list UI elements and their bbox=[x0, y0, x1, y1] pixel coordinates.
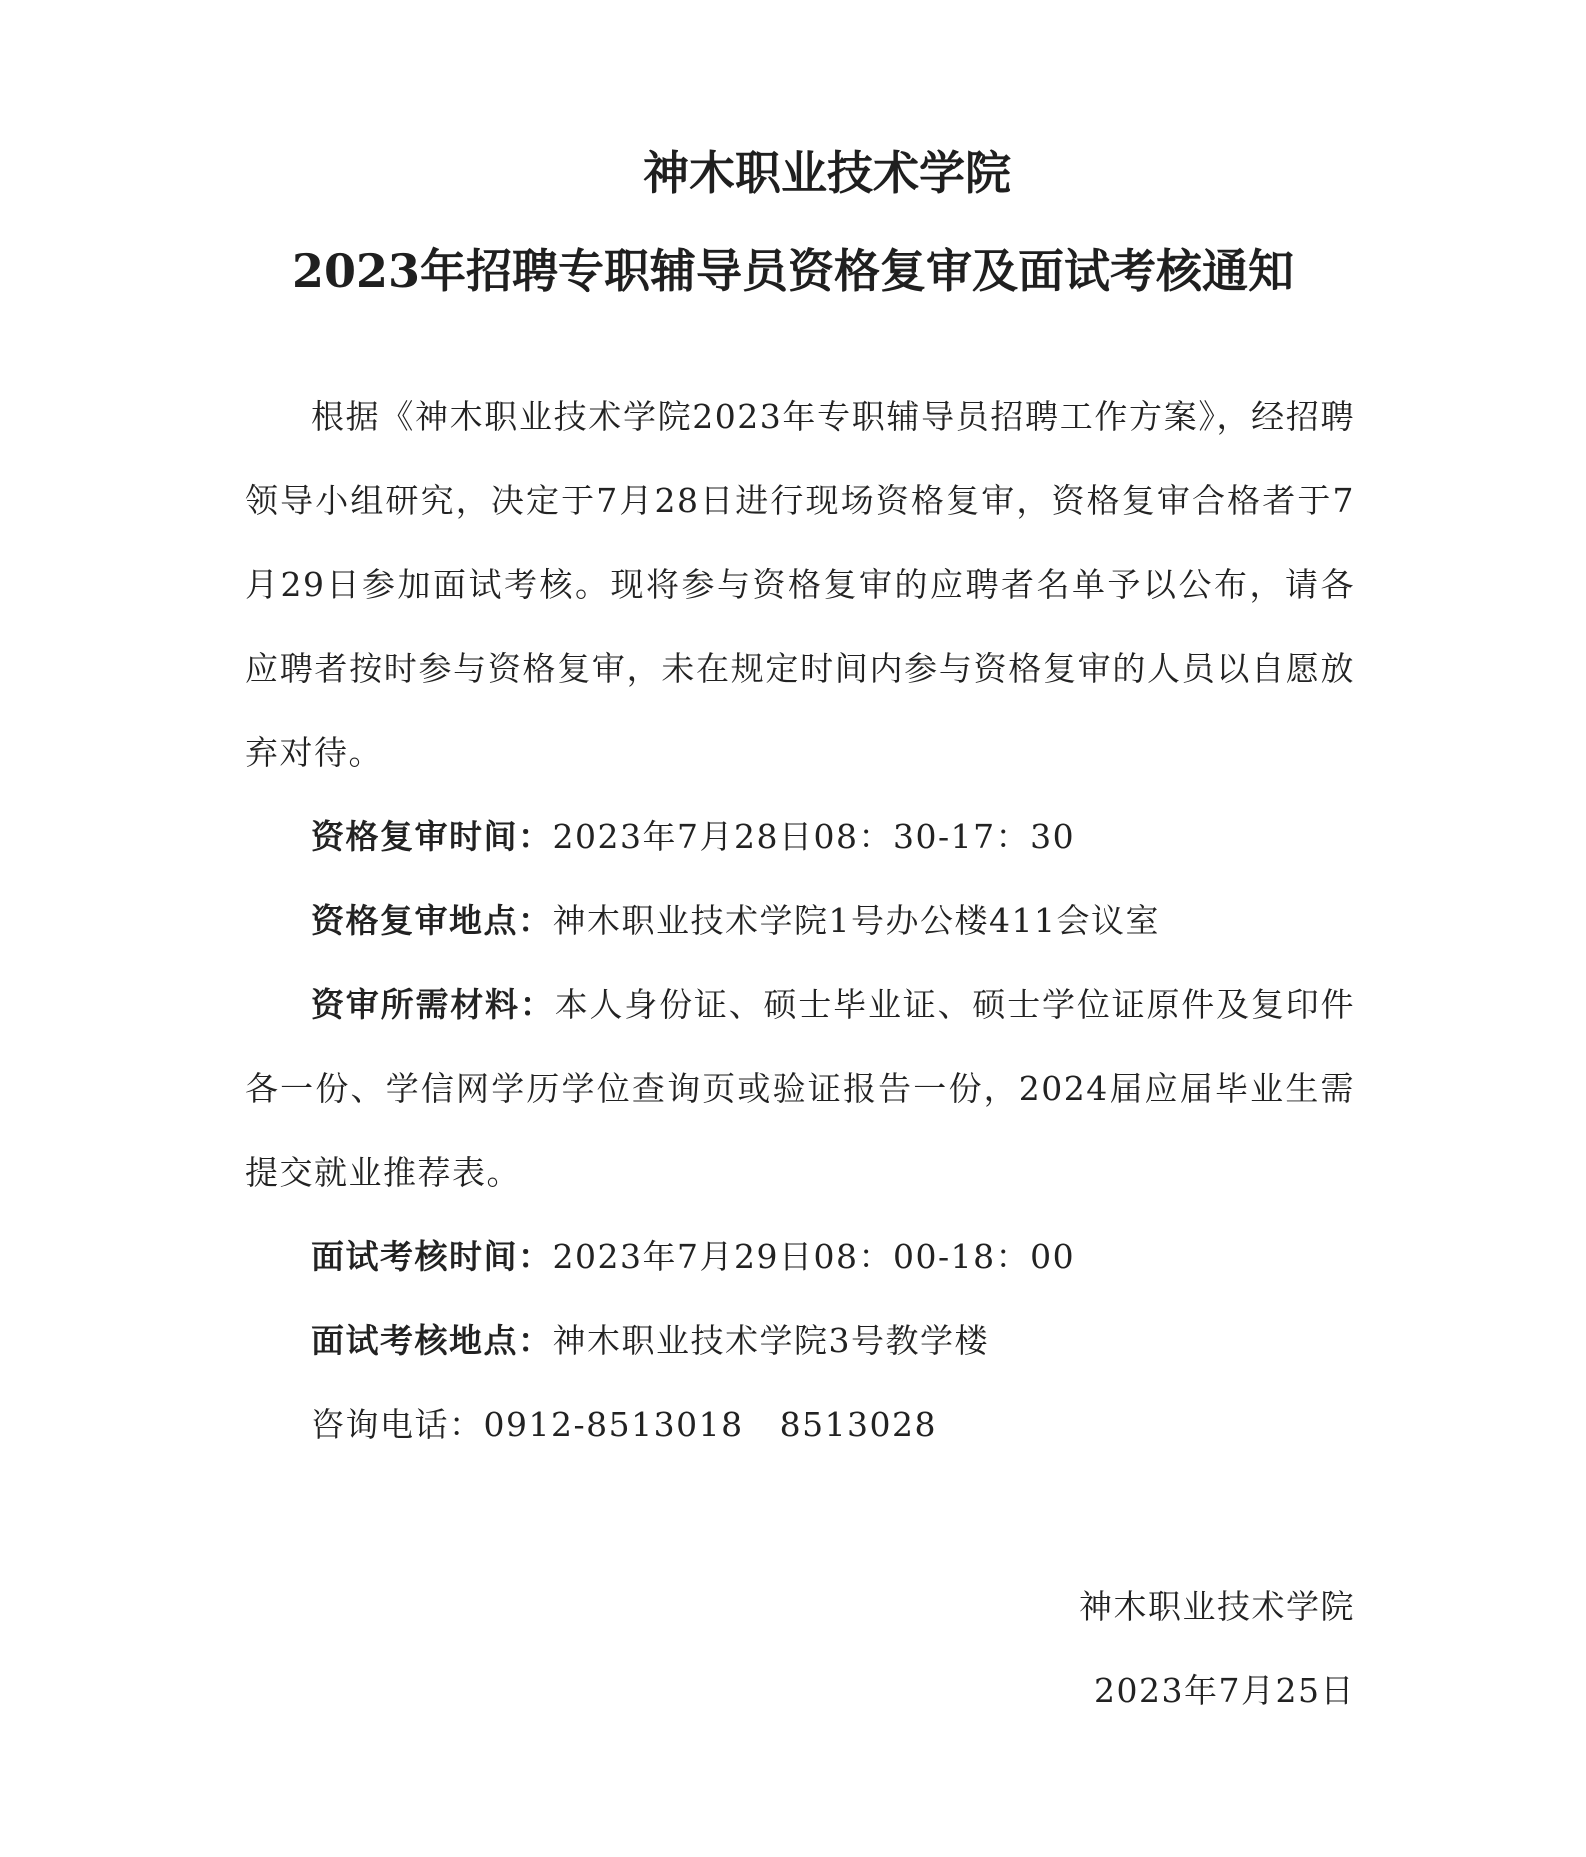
review-materials-line bbox=[245, 963, 1355, 1215]
title-line-notice: 2023年招聘专职辅导员资格复审及面试考核通知 bbox=[291, 244, 1295, 298]
document-title bbox=[0, 146, 1586, 298]
review-materials-label: 资审所需材料： bbox=[311, 985, 555, 1024]
signature-org: 神木职业技术学院 bbox=[1079, 1587, 1355, 1626]
interview-place-value: 神木职业技术学院3号教学楼 bbox=[552, 1321, 989, 1360]
interview-time-value: 2023年7月29日08：00-18：00 bbox=[552, 1237, 1076, 1276]
title-line-institution: 神木职业技术学院 bbox=[643, 146, 1011, 200]
interview-place-label: 面试考核地点： bbox=[311, 1321, 553, 1360]
signature-date: 2023年7月25日 bbox=[1094, 1671, 1355, 1710]
interview-place-line bbox=[245, 1299, 1355, 1383]
review-time-value: 2023年7月28日08：30-17：30 bbox=[552, 817, 1076, 856]
review-place-line bbox=[245, 879, 1355, 963]
document-body bbox=[245, 375, 1355, 1467]
signature-block bbox=[1079, 1565, 1355, 1733]
review-place-label: 资格复审地点： bbox=[311, 901, 553, 940]
intro-paragraph: 根据《神木职业技术学院2023年专职辅导员招聘工作方案》，经招聘领导小组研究，决定于7月28日进行现场资格复审，资格复审合格者于7月29日参加面试考核。现将参与资格复审的应聘者名单予以公布，请各应聘者按时参与资格复审，未在规定时间内参与资格复审的人员以自愿放弃对待。 bbox=[245, 397, 1355, 772]
review-time-label: 资格复审时间： bbox=[311, 817, 553, 856]
review-place-value: 神木职业技术学院1号办公楼411会议室 bbox=[552, 901, 1160, 940]
review-materials-value: 本人身份证、硕士毕业证、硕士学位证原件及复印件各一份、学信网学历学位查询页或验证报告一份，2024届应届毕业生需提交就业推荐表。 bbox=[245, 985, 1356, 1192]
contact-line: 咨询电话：0912-8513018 8513028 bbox=[311, 1405, 938, 1444]
interview-time-label: 面试考核时间： bbox=[311, 1237, 553, 1276]
review-time-line bbox=[245, 795, 1355, 879]
interview-time-line bbox=[245, 1215, 1355, 1299]
